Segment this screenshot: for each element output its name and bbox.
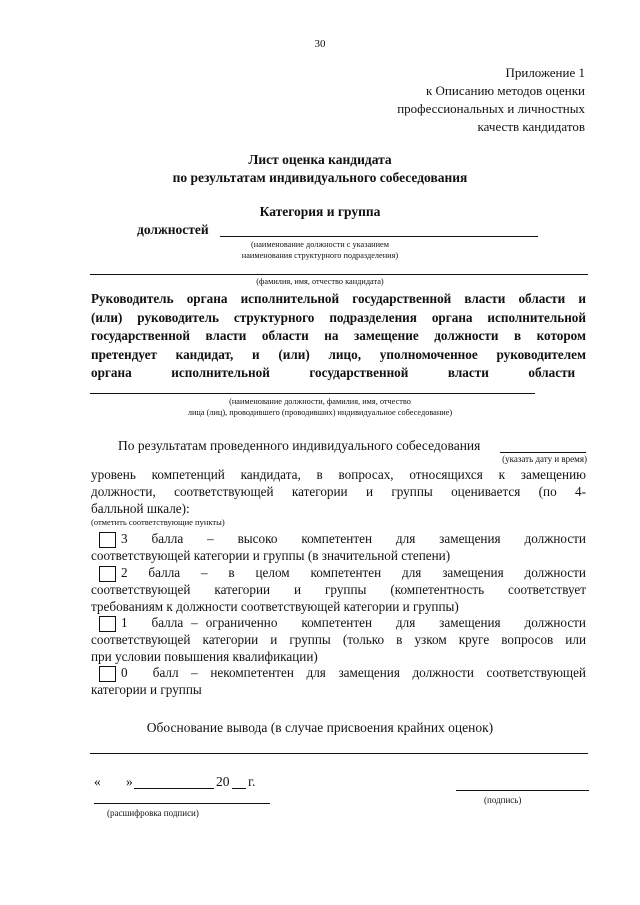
date-open-quote: « xyxy=(94,774,101,789)
interviewer-line-3: государственной власти области на замещение должности в котором xyxy=(91,328,586,343)
appendix-line-2: к Описанию методов оценки xyxy=(425,83,585,98)
result-intro: По результатам проведенного индивидуального собеседования xyxy=(118,438,481,453)
signature-hint: (подпись) xyxy=(484,795,522,805)
result-line-4: балльной шкале): xyxy=(91,501,190,516)
form-title-line-1: Лист оценка кандидата xyxy=(248,152,392,167)
appendix-line-1: Приложение 1 xyxy=(505,65,585,80)
interviewer-hint-line-2: лица (лиц), проводившего (проводивших) индивидуальное собеседование) xyxy=(187,408,453,417)
date-close-quote: » xyxy=(126,774,133,789)
interviewer-block xyxy=(91,290,586,383)
position-hint-line-2: наименования структурного подразделения) xyxy=(241,251,399,260)
signature-field-line[interactable] xyxy=(456,790,589,791)
option-1 xyxy=(91,614,586,665)
option-1-line-1: 1 балла – ограниченно компетентен для замещения должности xyxy=(121,615,586,630)
page-number: 30 xyxy=(314,38,326,50)
interviewer-line-5: органа исполнительной государственной власти области xyxy=(91,365,576,380)
interviewer-line-2: (или) руководитель структурного подразделения органа исполнительной xyxy=(91,309,586,325)
option-1-line-2: соответствующей категории и группы (только в узком круге вопросов или xyxy=(91,632,586,647)
result-paragraph xyxy=(91,466,586,517)
option-1-line-3: при условии повышения квалификации) xyxy=(91,649,318,664)
interviewer-line-1: Руководитель органа исполнительной государственной власти области и xyxy=(91,291,586,306)
option-3-line-1: 3 балла – высоко компетентен для замещения должности xyxy=(121,531,586,546)
appendix-line-4: качеств кандидатов xyxy=(477,119,585,134)
position-label: должностей xyxy=(137,222,209,237)
interviewer-hint-line-1: (наименование должности, фамилия, имя, отчество xyxy=(229,397,411,406)
justification-field-line[interactable] xyxy=(90,753,588,754)
year-field[interactable] xyxy=(232,788,246,789)
form-title-line-2: по результатам индивидуального собеседования xyxy=(172,170,468,185)
option-2 xyxy=(91,564,586,615)
category-heading: Категория и группа xyxy=(259,204,381,219)
option-2-line-1: 2 балла – в целом компетентен для замещения должности xyxy=(121,565,586,580)
date-day-month-field[interactable] xyxy=(134,788,214,789)
position-field-line[interactable] xyxy=(220,236,538,237)
year-suffix: г. xyxy=(248,774,256,789)
decoding-hint: (расшифровка подписи) xyxy=(107,808,199,818)
candidate-field-line[interactable] xyxy=(90,274,588,275)
option-0 xyxy=(91,664,586,698)
justification-heading: Обоснование вывода (в случае присвоения крайних оценок) xyxy=(146,720,494,735)
position-hint-line-1: (наименование должности с указанием xyxy=(251,240,389,249)
option-0-line-1: 0 балл – некомпетентен для замещения должности соответствующей xyxy=(121,665,586,680)
interviewer-line-4: претендует кандидат, и (или) лицо, уполномоченное руководителем xyxy=(91,346,586,362)
interviewer-field-line[interactable] xyxy=(90,393,535,394)
result-line-3: должности, соответствующей категории и группы оценивается (по 4- xyxy=(91,484,586,499)
year-prefix: 20 xyxy=(216,774,230,789)
date-hint: (указать дату и время) xyxy=(502,454,587,464)
decoding-field-line[interactable] xyxy=(94,803,270,804)
date-time-field-line[interactable] xyxy=(500,452,586,453)
option-3 xyxy=(91,530,586,564)
mark-hint: (отметить соответствующие пункты) xyxy=(91,517,225,527)
option-2-line-3: требованиям к должности соответствующей категории и группы) xyxy=(91,599,459,614)
candidate-hint: (фамилия, имя, отчество кандидата) xyxy=(256,277,384,286)
option-2-line-2: соответствующей категории и группы (компетентность соответствует xyxy=(91,582,586,597)
option-0-line-2: категории и группы xyxy=(91,682,202,697)
appendix-line-3: профессиональных и личностных xyxy=(397,101,585,116)
option-3-line-2: соответствующей категории и группы (в значительной степени) xyxy=(91,548,451,563)
result-line-2: уровень компетенций кандидата, в вопросах, относящихся к замещению xyxy=(91,467,586,482)
